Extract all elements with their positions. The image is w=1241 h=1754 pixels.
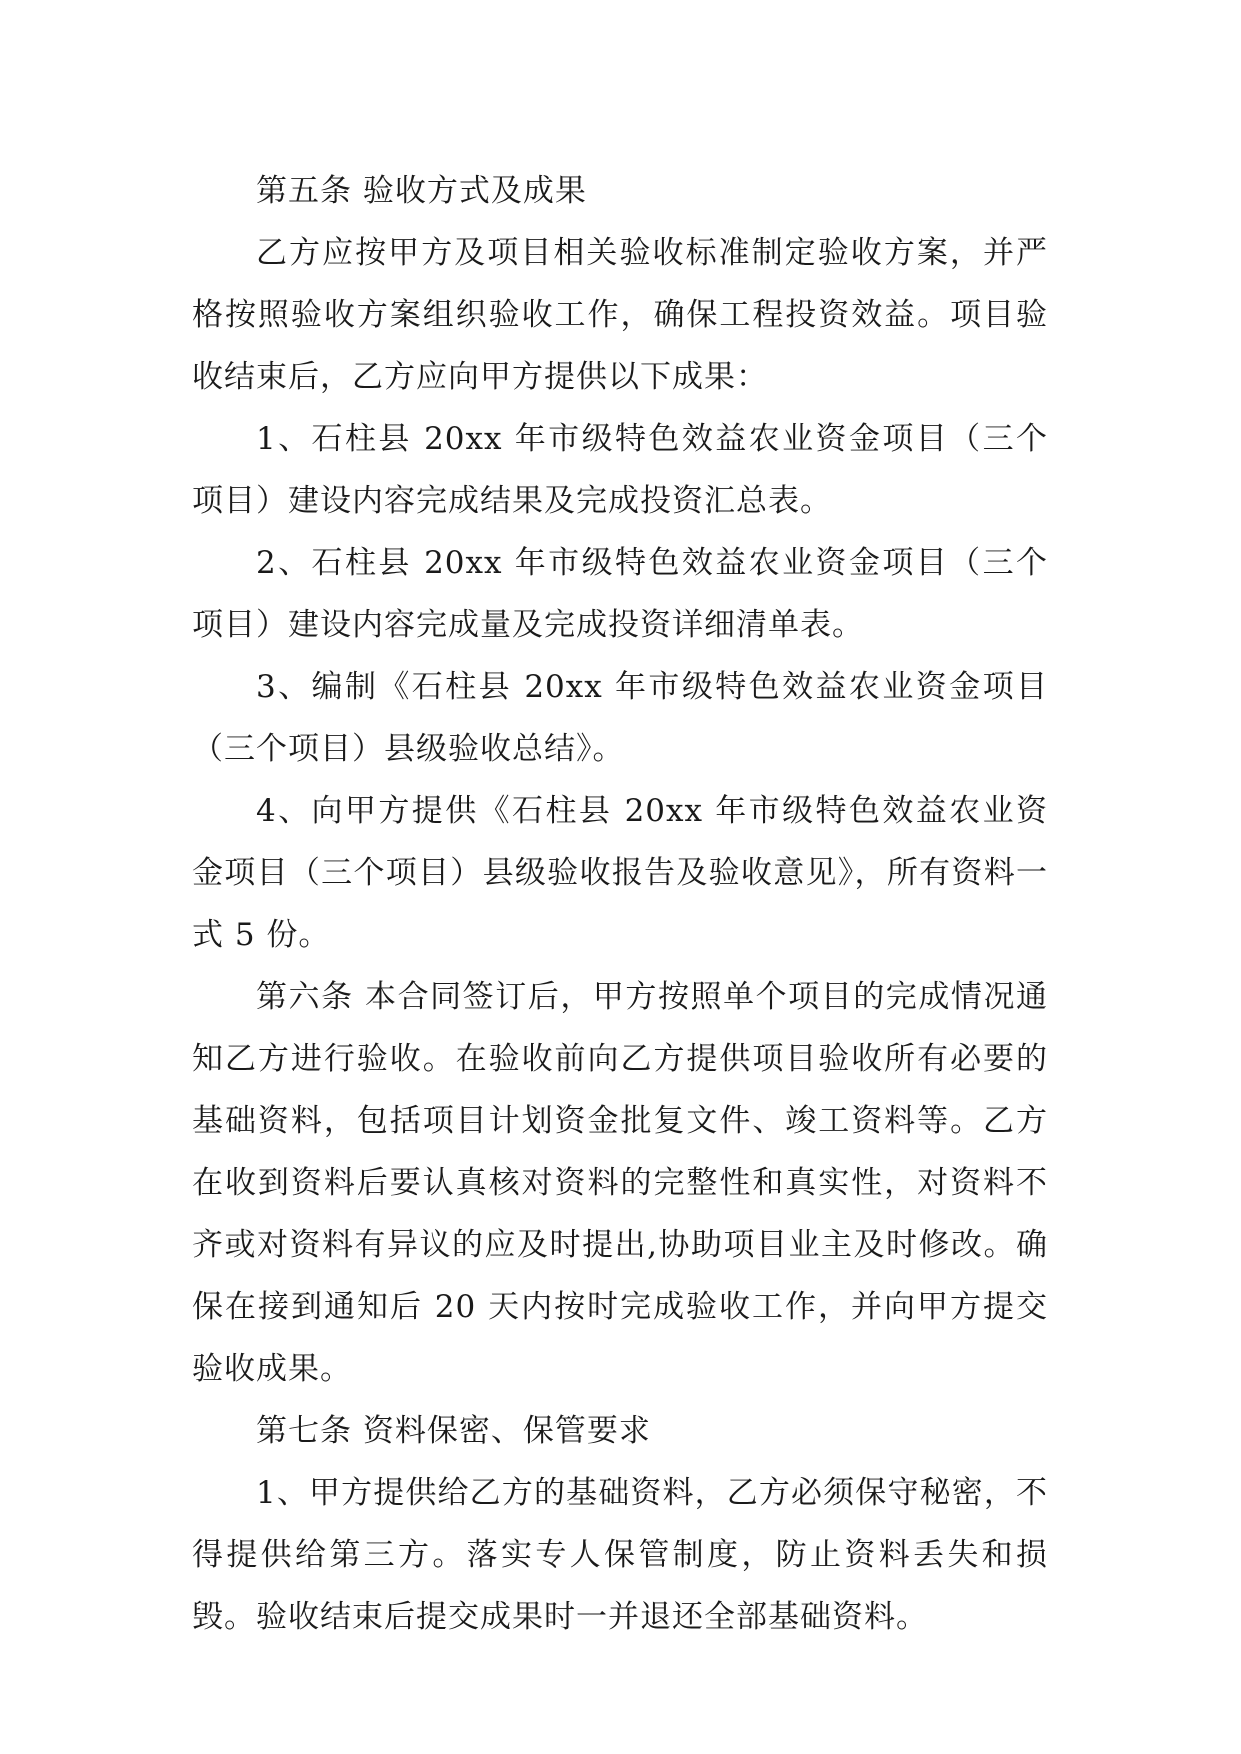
article-6-paragraph: 第六条 本合同签订后，甲方按照单个项目的完成情况通知乙方进行验收。在验收前向乙方提供项目验收所有必要的基础资料，包括项目计划资金批复文件、竣工资料等。乙方在收到资料后要认真核对资料的完整性和真实性，对资料不齐或对资料有异议的应及时提出,协助项目业主及时修改。确保在接到通知后 20 天内按时完成验收工作，并向甲方提交验收成果。: [192, 979, 1048, 1387]
document-body: [192, 160, 1048, 1648]
deliverable-item-2: 2、石柱县 20xx 年市级特色效益农业资金项目（三个项目）建设内容完成量及完成投资详细清单表。: [192, 545, 1048, 643]
deliverable-item-4: 4、向甲方提供《石柱县 20xx 年市级特色效益农业资金项目（三个项目）县级验收报告及验收意见》，所有资料一式 5 份。: [192, 793, 1048, 953]
article-5-intro: 乙方应按甲方及项目相关验收标准制定验收方案，并严格按照验收方案组织验收工作，确保工程投资效益。项目验收结束后，乙方应向甲方提供以下成果：: [192, 235, 1048, 395]
confidentiality-item-1: 1、甲方提供给乙方的基础资料，乙方必须保守秘密，不得提供给第三方。落实专人保管制度，防止资料丢失和损毁。验收结束后提交成果时一并退还全部基础资料。: [192, 1475, 1048, 1635]
article-5-heading: 第五条 验收方式及成果: [256, 173, 587, 209]
deliverable-item-3: 3、编制《石柱县 20xx 年市级特色效益农业资金项目（三个项目）县级验收总结》。: [192, 669, 1048, 767]
article-7-heading: 第七条 资料保密、保管要求: [256, 1413, 651, 1449]
deliverable-item-1: 1、石柱县 20xx 年市级特色效益农业资金项目（三个项目）建设内容完成结果及完成投资汇总表。: [192, 421, 1048, 519]
